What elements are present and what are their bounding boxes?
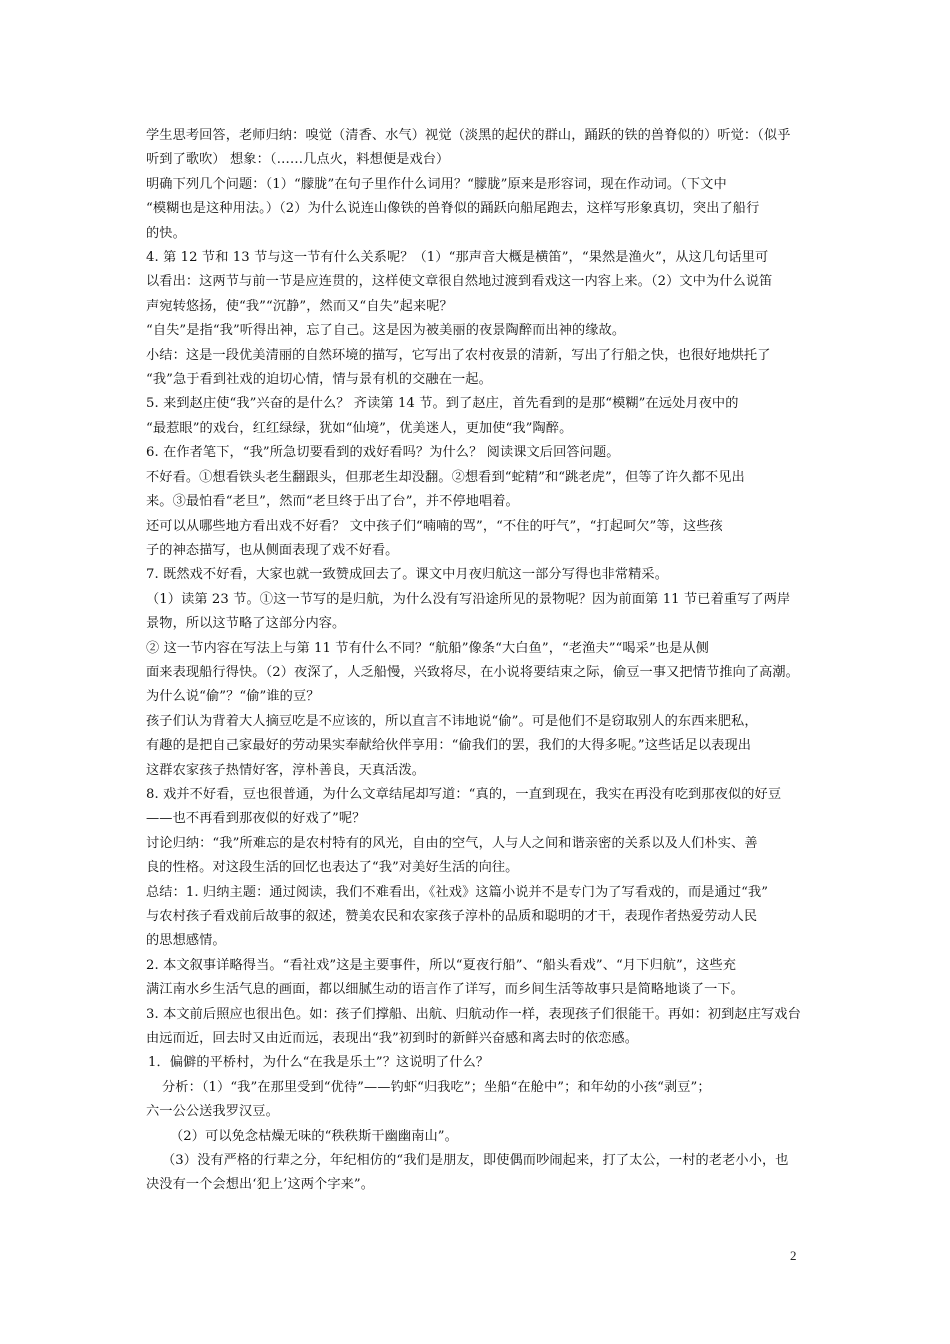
text-line: 讨论归纳：“我”所难忘的是农村特有的风光，自由的空气，人与人之间和谐亲密的关系以及人们朴实、善 <box>146 835 758 851</box>
text-line: ② 这一节内容在写法上与第 11 节有什么不同？“航船”像条“大白鱼”，“老渔夫”“喝采”也是从侧 <box>146 640 709 656</box>
text-line: （3）没有严格的行辈之分，年纪相仿的“我们是朋友，即使偶而吵闹起来，打了太公，一村的老老小小，也 <box>162 1153 789 1169</box>
text-line: 3. 本文前后照应也很出色。如：孩子们撑船、出航、归航动作一样，表现孩子们很能干。再如：初到赵庄写戏台 <box>146 1006 801 1022</box>
text-line: 明确下列几个问题：（1）“朦胧”在句子里作什么词用？“朦胧”原来是形容词，现在作动词。（下文中 <box>146 176 727 192</box>
text-line: 还可以从哪些地方看出戏不好看？ 文中孩子们“喃喃的骂”，“不住的吁气”，“打起呵欠”等，这些孩 <box>146 518 723 534</box>
text-line: 2. 本文叙事详略得当。“看社戏”这是主要事件，所以“夏夜行船”、“船头看戏”、“月下归航”，这些充 <box>146 957 737 973</box>
text-line: 7. 既然戏不好看，大家也就一致赞成回去了。课文中月夜归航这一部分写得也非常精采。 <box>146 567 668 583</box>
text-line: 分析：（1）“我”在那里受到“优待”——钓虾“归我吃”；坐船“在舱中”；和年幼的小孩“剥豆”； <box>162 1079 711 1095</box>
text-line: 孩子们认为背着大人摘豆吃是不应该的，所以直言不讳地说“偷”。可是他们不是窃取别人的东西来肥私， <box>146 713 758 729</box>
text-line: ——也不再看到那夜似的好戏了”呢？ <box>146 811 366 827</box>
text-line: “我”急于看到社戏的迫切心情，情与景有机的交融在一起。 <box>146 372 492 388</box>
text-line: 不好看。①想看铁头老生翻跟头，但那老生却没翻。②想看到“蛇精”和“跳老虎”，但等了许久都不见出 <box>146 469 745 485</box>
text-line: 子的神态描写，也从侧面表现了戏不好看。 <box>146 542 399 558</box>
text-line: 满江南水乡生活气息的画面，都以细腻生动的语言作了详写，而乡间生活等故事只是简略地谈了一下。 <box>146 982 744 998</box>
text-line: （1）读第 23 节。①这一节写的是归航，为什么没有写沿途所见的景物呢？因为前面第 11 节已着重写了两岸 <box>146 591 791 607</box>
text-line: 声宛转悠扬，使“我”“沉静”，然而又“自失”起来呢？ <box>146 298 453 314</box>
text-line: 面来表现船行得快。（2）夜深了，人乏船慢，兴致将尽，在小说将要结束之际，偷豆一事又把情节推向了高潮。 <box>146 664 799 680</box>
text-line: （2）可以免念枯燥无味的“秩秩斯干幽幽南山”。 <box>170 1128 458 1144</box>
text-line: 来。③最怕看“老旦”，然而“老旦终于出了台”，并不停地唱着。 <box>146 494 519 510</box>
text-line: 由远而近，回去时又由近而远，表现出“我”初到时的新鲜兴奋感和离去时的依恋感。 <box>146 1031 639 1047</box>
text-line: 4. 第 12 节和 13 节与这一节有什么关系呢？（1）“那声音大概是横笛”，“果然是渔火”，从这几句话里可 <box>146 250 769 266</box>
text-line: 学生思考回答，老师归纳：嗅觉（清香、水气）视觉（淡黑的起伏的群山，踊跃的铁的兽脊似的）听觉：（似乎 <box>146 128 791 143</box>
text-line: 良的性格。对这段生活的回忆也表达了“我”对美好生活的向往。 <box>146 860 519 876</box>
document-body <box>146 124 814 1198</box>
text-line: 景物，所以这节略了这部分内容。 <box>146 616 346 632</box>
text-line: 有趣的是把自己家最好的劳动果实奉献给伙伴享用：“偷我们的罢，我们的大得多呢。”这些话足以表现出 <box>146 738 752 754</box>
text-line: “自失”是指“我”听得出神，忘了自己。这是因为被美丽的夜景陶醉而出神的缘故。 <box>146 323 626 339</box>
text-line: 5. 来到赵庄使“我”兴奋的是什么？ 齐读第 14 节。到了赵庄，首先看到的是那“模糊”在远处月夜中的 <box>146 396 739 412</box>
text-line: “模糊也是这种用法。）（2）为什么说连山像铁的兽脊似的踊跃向船尾跑去，这样写形象真切，突出了船行 <box>146 201 760 217</box>
text-line: 以看出：这两节与前一节是应连贯的，这样使文章很自然地过渡到看戏这一内容上来。（2）文中为什么说笛 <box>146 274 773 290</box>
text-line: 决没有一个会想出‘犯上’这两个字来”。 <box>146 1177 375 1193</box>
question-line: 1．偏僻的平桥村，为什么“在我是乐土”？这说明了什么？ <box>148 1055 490 1071</box>
text-line: 为什么说“偷”？“偷”谁的豆？ <box>146 689 320 705</box>
text-line: 6. 在作者笔下，“我”所急切要看到的戏好看吗？为什么？ 阅读课文后回答问题。 <box>146 445 620 461</box>
text-line: 的快。 <box>146 225 186 241</box>
page-number: 2 <box>790 1248 797 1263</box>
text-line: 总结：1. 归纳主题：通过阅读，我们不难看出，《社戏》这篇小说并不是专门为了写看戏的，而是通过“我” <box>146 884 769 900</box>
text-line: 8. 戏并不好看，豆也很普通，为什么文章结尾却写道：“真的，一直到现在，我实在再没有吃到那夜似的好豆 <box>146 786 782 802</box>
text-line: “最惹眼”的戏台，红红绿绿，犹如“仙境”，优美迷人，更加使“我”陶醉。 <box>146 420 573 436</box>
text-line: 小结：这是一段优美清丽的自然环境的描写，它写出了农村夜景的清新，写出了行船之快，也很好地烘托了 <box>146 347 771 363</box>
text-line: 这群农家孩子热情好客，淳朴善良，天真活泼。 <box>146 762 426 778</box>
text-line: 与农村孩子看戏前后故事的叙述，赞美农民和农家孩子淳朴的品质和聪明的才干，表现作者热爱劳动人民 <box>146 909 758 924</box>
text-line: 听到了歌吹） 想象：（……几点火，料想便是戏台） <box>146 152 450 168</box>
text-line: 六一公公送我罗汉豆。 <box>146 1104 279 1120</box>
text-line: 的思想感情。 <box>146 933 226 949</box>
